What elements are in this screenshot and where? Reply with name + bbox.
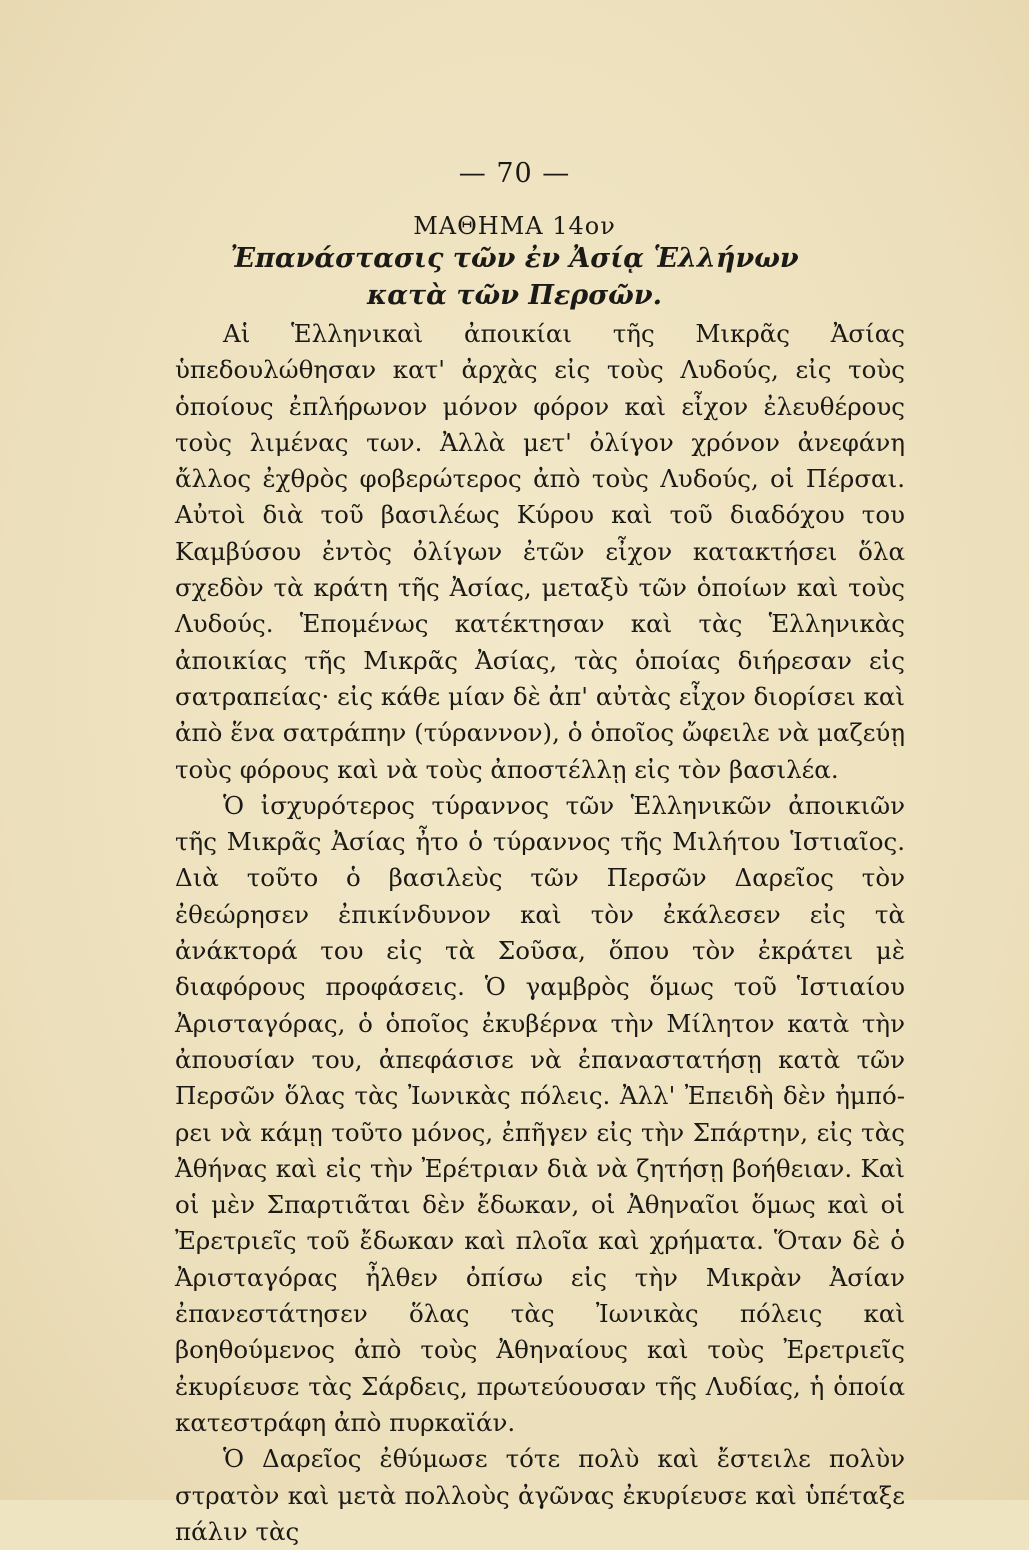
body-text <box>175 316 905 1550</box>
page-number: — 70 — <box>458 158 571 189</box>
chapter-title-line-1: Ἐπανάστασις τῶν ἐν Ἀσίᾳ Ἑλλήνων <box>230 243 799 274</box>
paragraph-2: Ὁ ἰσχυρότερος τύραννος τῶν Ἑλληνικῶν ἀποικιῶν τῆς Μικρᾶς Ἀσίας ἦτο ὁ τύραννος τῆς Μιλήτου Ἱστιαῖος. Διὰ τοῦτο ὁ βασιλεὺς τῶν Περσῶν Δαρεῖος τὸν ἐθεώρησεν ἐπικίνδυνον καὶ τὸν ἐκάλεσεν εἰς τὰ ἀνάκτορά του εἰς τὰ Σοῦσα, ὅπου τὸν ἐκράτει μὲ διαφόρους προφάσεις. Ὁ γαμβρὸς ὅμως τοῦ Ἱστιαίου Ἀρισταγόρας, ὁ ὁποῖος ἐκυβέρνα τὴν Μίλητον κατὰ τὴν ἀπουσίαν του, ἀπεφάσισε νὰ ἐπαναστατήσῃ κατὰ τῶν Περσῶν ὅλας τὰς Ἰωνικὰς πόλεις. Ἀλλ' Ἐπειδὴ δὲν ἠμπόρει νὰ κάμῃ τοῦτο μόνος, ἐπῆγεν εἰς τὴν Σπάρτην, εἰς τὰς Ἀθήνας καὶ εἰς τὴν Ἐρέτριαν διὰ νὰ ζητήσῃ βοήθειαν. Καὶ οἱ μὲν Σπαρτιᾶται δὲν ἔδωκαν, οἱ Ἀθηναῖοι ὅμως καὶ οἱ Ἐρετριεῖς τοῦ ἔδωκαν καὶ πλοῖα καὶ χρήματα. Ὅταν δὲ ὁ Ἀρισταγόρας ἦλθεν ὀπίσω εἰς τὴν Μικρὰν Ἀσίαν ἐπανεστάτησεν ὅλας τὰς Ἰωνικὰς πόλεις καὶ βοηθούμενος ἀπὸ τοὺς Ἀθηναίους καὶ τοὺς Ἐρετριεῖς ἐκυρίευσε τὰς Σάρδεις, πρωτεύουσαν τῆς Λυδίας, ἡ ὁποία κατεστράφη ἀπὸ πυρκαϊάν. <box>175 790 905 1437</box>
paragraph-3: Ὁ Δαρεῖος ἐθύμωσε τότε πολὺ καὶ ἔστειλε πολὺν στρατὸν καὶ μετὰ πολλοὺς ἀγῶνας ἐκυρίευσε καὶ ὑπέταξε πάλιν τὰς <box>175 1444 905 1546</box>
lesson-heading: ΜΑΘΗΜΑ 14ον <box>413 212 616 240</box>
chapter-title-line-2: κατὰ τῶν Περσῶν. <box>367 280 662 311</box>
paragraph-1: Αἱ Ἑλληνικαὶ ἀποικίαι τῆς Μικρᾶς Ἀσίας ὑπεδουλώθησαν κατ' ἀρχὰς εἰς τοὺς Λυδούς, εἰς τοὺς ὁποίους ἐπλήρωνον μόνον φόρον καὶ εἶχον ἐλευθέρους τοὺς λιμένας των. Ἀλλὰ μετ' ὀλίγον χρόνον ἀνεφάνη ἄλλος ἐχθρὸς φοβερώτερος ἀπὸ τοὺς Λυδούς, οἱ Πέρσαι. Αὐτοὶ διὰ τοῦ βασιλέως Κύρου καὶ τοῦ διαδόχου του Καμβύσου ἐντὸς ὀλίγων ἐτῶν εἶχον κατακτήσει ὅλα σχεδὸν τὰ κράτη τῆς Ἀσίας, μεταξὺ τῶν ὁποίων καὶ τοὺς Λυδούς. Ἑπομένως κατέκτησαν καὶ τὰς Ἑλληνικὰς ἀποικίας τῆς Μικρᾶς Ἀσίας, τὰς ὁποίας διήρεσαν εἰς σατραπείας· εἰς κάθε μίαν δὲ ἀπ' αὐτὰς εἶχον διορίσει καὶ ἀπὸ ἕνα σατράπην (τύραννον), ὁ ὁποῖος ὤφειλε νὰ μαζεύῃ τοὺς φόρους καὶ νὰ τοὺς ἀποστέλλῃ εἰς τὸν βασιλέα. <box>175 319 905 784</box>
